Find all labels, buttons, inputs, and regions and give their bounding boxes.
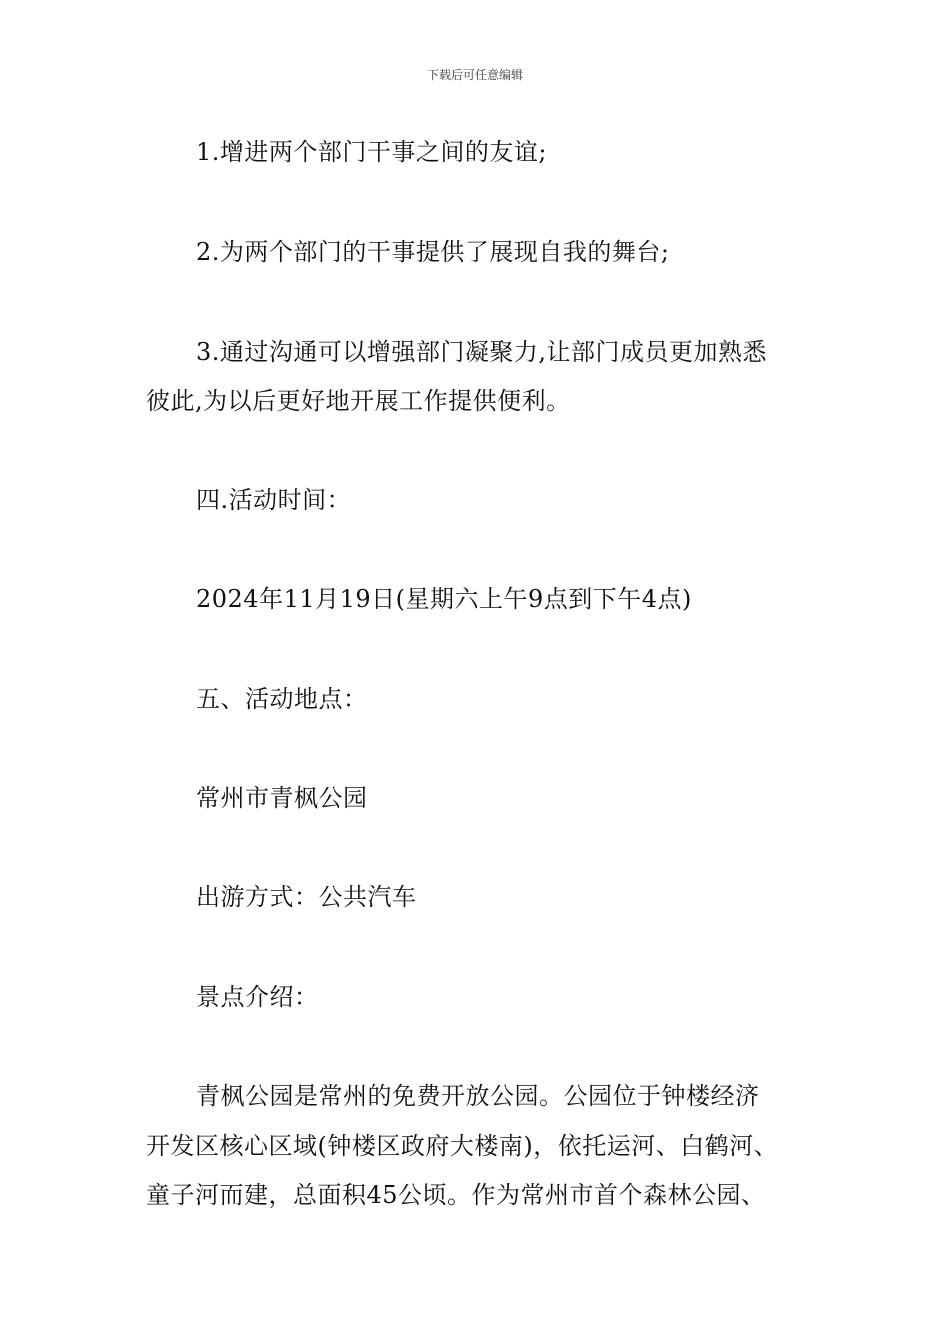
attraction-intro-line-1: 青枫公园是常州的免费开放公园。公园位于钟楼经济 xyxy=(196,1082,760,1110)
activity-time-text: 2024年11月19日(星期六上午9点到下午4点) xyxy=(196,585,692,613)
page-header: 下载后可任意编辑 xyxy=(426,68,523,82)
goal-item-1: 1.增进两个部门干事之间的友谊; xyxy=(196,138,547,166)
goal-item-3-line-2: 彼此,为以后更好地开展工作提供便利。 xyxy=(146,387,571,415)
section-heading-attraction: 景点介绍： xyxy=(196,983,319,1011)
section-heading-location: 五、活动地点： xyxy=(196,685,368,713)
goal-item-3-line-1: 3.通过沟通可以增强部门凝聚力,让部门成员更加熟悉 xyxy=(196,338,768,366)
section-heading-time: 四.活动时间： xyxy=(196,486,352,514)
attraction-intro-line-2: 开发区核心区域(钟楼区政府大楼南)，依托运河、白鹤河、 xyxy=(146,1132,779,1160)
location-text: 常州市青枫公园 xyxy=(196,784,368,812)
attraction-intro-line-3: 童子河而建，总面积45公顷。作为常州市首个森林公园、 xyxy=(146,1181,766,1209)
goal-item-2: 2.为两个部门的干事提供了展现自我的舞台; xyxy=(196,238,670,266)
travel-method-text: 出游方式：公共汽车 xyxy=(196,883,417,911)
